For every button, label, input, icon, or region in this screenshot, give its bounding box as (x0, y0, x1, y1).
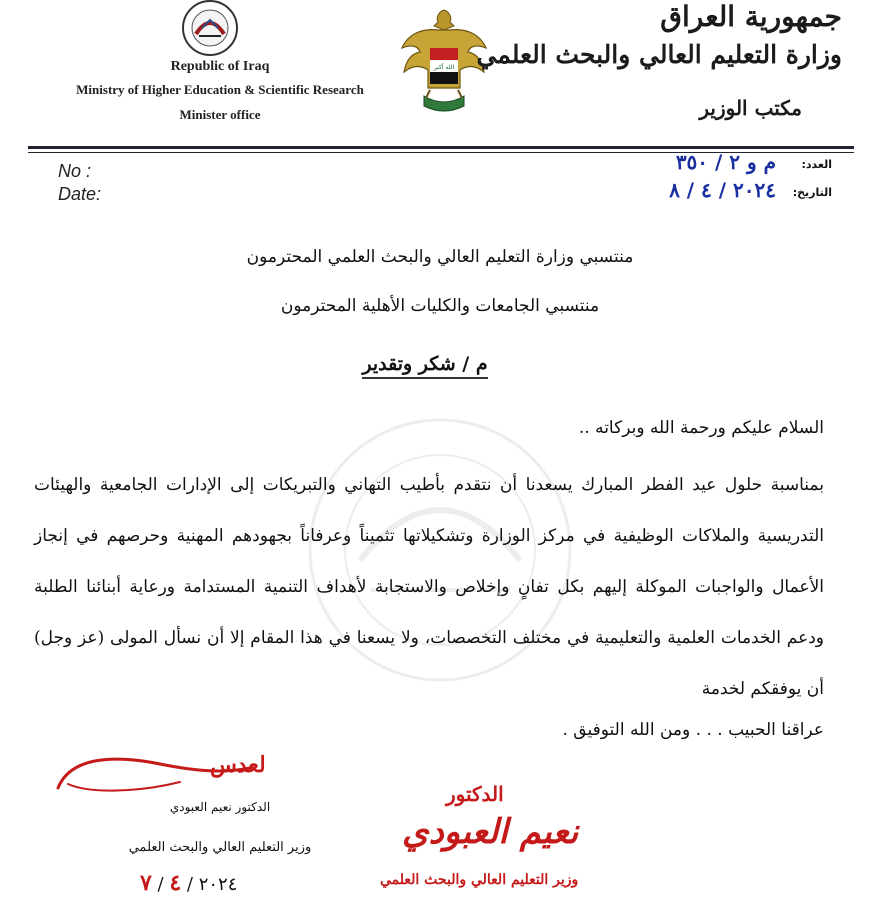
greeting: السلام عليكم ورحمة الله وبركاته .. (578, 418, 824, 438)
body-paragraph: بمناسبة حلول عيد الفطر المبارك يسعدنا أن نتقدم بأطيب التهاني والتبريكات إلى الإدارات الجامعية والهيئات التدريسية والملاكات الوظيفية في مركز الوزارة وتشكيلاتها تثميناً وعرفاناً بجهودهم المهنية وحرصهم في إنجاز الأعمال والواجبات الموكلة إليهم بكل تفانٍ وإخلاص والاستجابة لأهداف التنمية المستدامة ورعاية أبنائنا الطلبة ودعم الخدمات العلمية والتعليمية في مختلف التخصصات، ولا يسعنا في هذا المقام إلا أن نسأل المولى (عز وجل) أن يوفقكم لخدمة (34, 475, 824, 699)
en-republic: Republic of Iraq (170, 59, 270, 74)
no-label: No : (58, 161, 92, 181)
addressee-line-1: منتسبي وزارة التعليم العالي والبحث العلمي المحترمون (246, 247, 634, 267)
subject-line (160, 353, 690, 375)
handwritten-date-day: ٧ (140, 870, 152, 896)
svg-text:الله أكبر: الله أكبر (433, 64, 455, 71)
signatory-title: وزير التعليم العالي والبحث العلمي (128, 840, 312, 855)
ar-ministry: وزارة التعليم العالي والبحث العلمي (476, 40, 842, 69)
handwritten-signature-text: لعدس (210, 752, 266, 778)
handwritten-date-month: ٤ (169, 870, 182, 896)
ref-date-value: ٢٠٢٤ / ٤ / ٨ (669, 178, 776, 202)
ar-republic: جمهورية العراق (660, 0, 842, 33)
subject-text: م / شكر وتقدير (362, 353, 487, 379)
stamp-title: الدكتور (446, 782, 504, 806)
english-letterhead (40, 58, 400, 126)
ar-office: مكتب الوزير (699, 96, 802, 120)
stamp-name: نعيم العبودي (402, 812, 579, 852)
ministry-logo-icon (168, 0, 252, 62)
handwritten-date-year: ٢٠٢٤ / (186, 874, 238, 895)
date-label: Date: (58, 184, 102, 204)
ref-number-label: العدد: (801, 158, 832, 171)
addressee-line-2: منتسبي الجامعات والكليات الأهلية المحترمون (280, 296, 600, 316)
header-rule-thick (28, 146, 854, 149)
handwritten-date: ٢٠٢٤ / ٤ / ٧ (140, 870, 238, 896)
en-office: Minister office (179, 107, 261, 122)
en-ministry: Ministry of Higher Education & Scientific Research (76, 82, 364, 97)
closing-line: عراقنا الحبيب . . . ومن الله التوفيق . (562, 720, 824, 740)
no-date-labels (58, 160, 101, 206)
reference-block (612, 150, 832, 206)
ref-date-label: التاريخ: (792, 186, 832, 199)
stamp-position: وزير التعليم العالي والبحث العلمي (380, 872, 579, 888)
ref-number-value: م و ٢ / ٣٥٠ (675, 150, 776, 174)
signatory-name: الدكتور نعيم العبودي (169, 800, 271, 814)
